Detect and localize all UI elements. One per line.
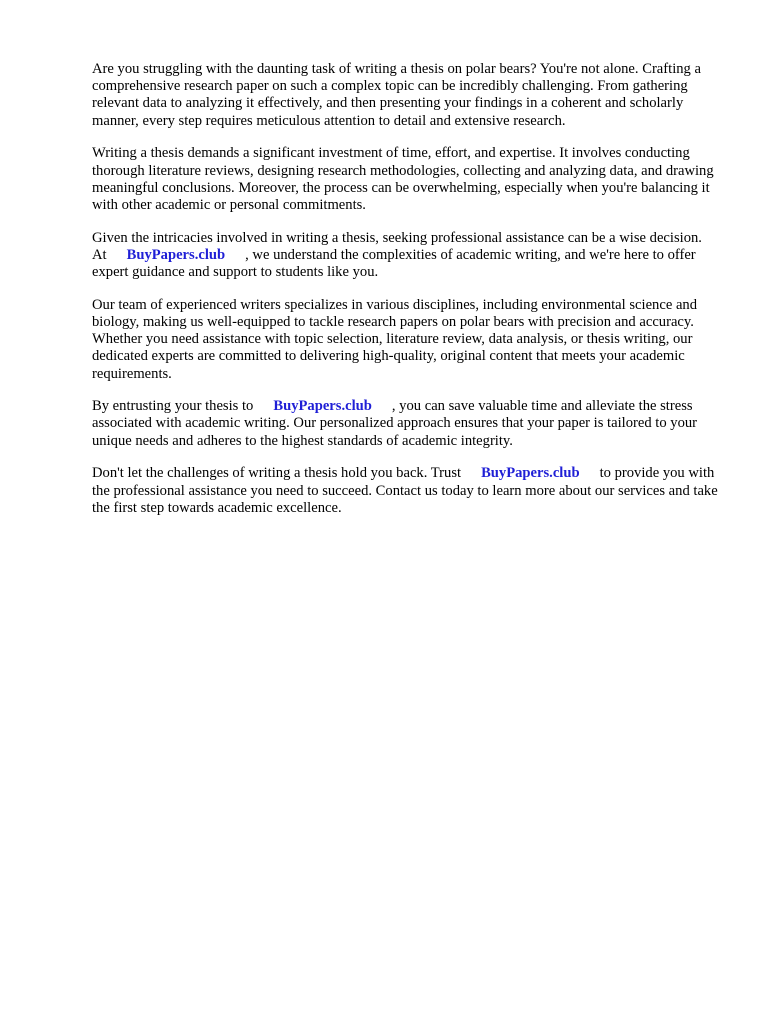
buypapers-link[interactable]: BuyPapers.club — [273, 398, 372, 415]
paragraph-text: By entrusting your thesis to — [92, 398, 254, 415]
paragraph-text: , we understand the complexities of academic writing, and we're here to offer expert guidance and support to students like you. — [92, 246, 696, 281]
paragraph-thesis-demands: Writing a thesis demands a significant investment of time, effort, and expertise. It involves conducting thorough literature reviews, designing research methodologies, collecting and analyzing data, and drawing meaningful conclusions. Moreover, the process can be overwhelming, especially when you're balancing it with other academic or personal commitments. — [92, 145, 714, 213]
paragraph-team: Our team of experienced writers specializes in various disciplines, including environmental science and biology, making us well-equipped to tackle research papers on polar bears with precision and accuracy. Whether you need assistance with topic selection, literature review, data analysis, or thesis writing, our dedicated experts are committed to delivering high-quality, original content that meets your academic requirements. — [92, 296, 698, 382]
buypapers-link[interactable]: BuyPapers.club — [126, 246, 226, 263]
paragraph-entrusting — [92, 398, 722, 450]
paragraph-intro: Are you struggling with the daunting task of writing a thesis on polar bears? You're not alone. Crafting a comprehensive research paper on such a complex topic can be incredibly challenging. From gathering relevant data to analyzing it effectively, and then presenting your findings in a coherent and scholarly manner, every step requires meticulous attention to detail and extensive research. — [92, 61, 701, 129]
paragraph-call-to-action — [92, 465, 722, 517]
buypapers-link[interactable]: BuyPapers.club — [481, 465, 580, 482]
document-body — [92, 61, 722, 532]
paragraph-professional-assistance — [92, 230, 722, 282]
paragraph-text: Given the intricacies involved in writing a thesis, seeking professional assistance can be a wise decision. At — [92, 229, 702, 263]
paragraph-text: to provide you with the professional assistance you need to succeed. Contact us today to learn more about our services and take the first step towards academic excellence. — [92, 465, 718, 516]
paragraph-text: Don't let the challenges of writing a thesis hold you back. Trust — [92, 465, 462, 482]
paragraph-text: , you can save valuable time and alleviate the stress associated with academic writing. Our personalized approach ensures that your paper is tailored to your unique needs and adheres to the highest standards of academic integrity. — [92, 398, 698, 449]
